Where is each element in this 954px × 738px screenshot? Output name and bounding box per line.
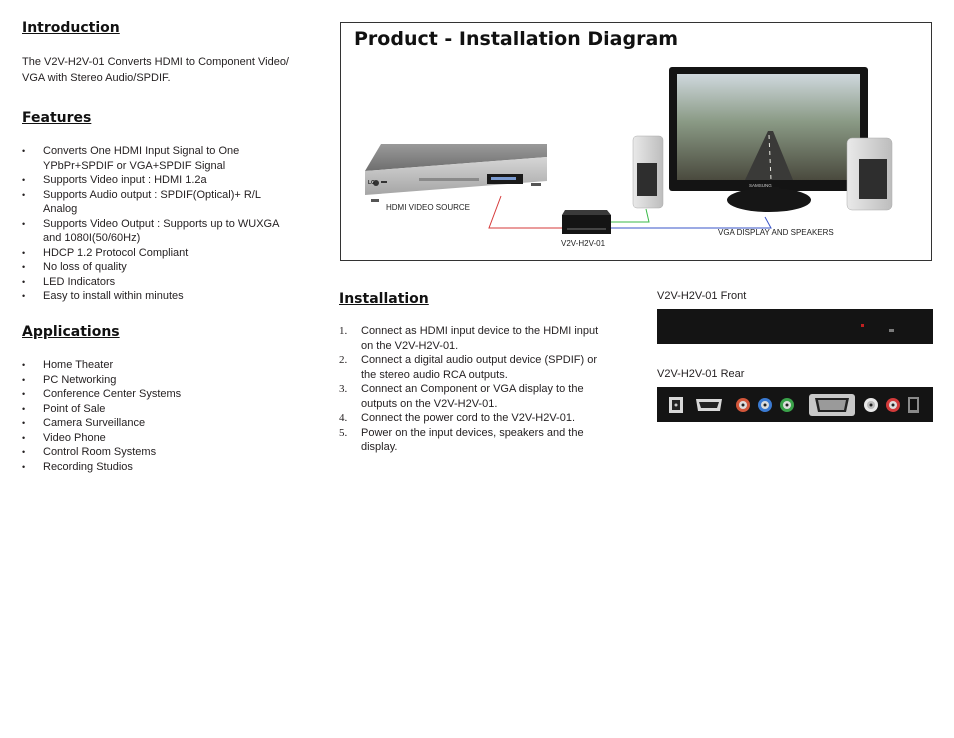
monitor — [669, 67, 868, 212]
step-text: Connect a digital audio output device (SPDIF) or the stereo audio RCA outputs. — [361, 354, 598, 381]
feature-item: • LED Indicators — [22, 275, 292, 290]
step-text: Connect an Component or VGA display to the outputs on the V2V-H2V-01. — [361, 383, 584, 410]
step-number: 5. — [339, 426, 348, 439]
front-panel-caption: V2V-H2V-01 Front — [657, 290, 747, 302]
feature-item: • Converts One HDMI Input Signal to One YPbPr+SPDIF or VGA+SPDIF Signal — [22, 144, 292, 173]
step-number: 1. — [339, 325, 348, 337]
step-number: 2. — [339, 354, 348, 366]
installation-diagram — [340, 22, 932, 261]
component-pb-port-icon — [758, 398, 772, 412]
step-number: 4. — [339, 412, 348, 424]
component-y-port-icon — [736, 398, 750, 412]
introduction-heading: Introduction — [22, 20, 120, 36]
installation-step — [339, 324, 611, 353]
step-number: 3. — [339, 383, 348, 395]
diagram-illustration — [341, 23, 931, 260]
applications-list — [22, 358, 292, 474]
converter-label: V2V-H2V-01 — [561, 239, 606, 248]
application-item: • Camera Surveillance — [22, 416, 292, 431]
features-list — [22, 144, 292, 304]
diagram-title: Product - Installation Diagram — [354, 28, 679, 50]
feature-item: • Supports Video Output : Supports up to WUXGA and 1080I(50/60Hz) — [22, 217, 292, 246]
application-item: • Home Theater — [22, 358, 292, 373]
application-item: • Control Room Systems — [22, 445, 292, 460]
applications-heading: Applications — [22, 324, 120, 340]
feature-item: • Supports Audio output : SPDIF(Optical)+ R/L Analog — [22, 188, 292, 217]
switch-icon — [889, 329, 894, 332]
vga-port-icon — [809, 394, 855, 416]
audio-left-port-icon — [864, 398, 878, 412]
hdmi-port-icon — [696, 399, 722, 411]
application-item: • Video Phone — [22, 431, 292, 446]
installation-step — [339, 353, 611, 382]
right-speaker — [847, 138, 892, 210]
rear-panel-image — [657, 387, 933, 422]
dvd-player — [365, 144, 547, 202]
dc-power-jack-icon — [669, 397, 683, 413]
audio-right-port-icon — [886, 398, 900, 412]
front-panel-image — [657, 309, 933, 344]
component-pr-port-icon — [780, 398, 794, 412]
display-speakers-label: VGA DISPLAY AND SPEAKERS — [718, 228, 834, 237]
step-text: Connect as HDMI input device to the HDMI input on the V2V-H2V-01. — [361, 325, 599, 352]
converter-box — [562, 210, 611, 234]
feature-item: • Supports Video input : HDMI 1.2a — [22, 173, 292, 188]
power-led-icon — [861, 324, 864, 327]
monitor-brand-text: SAMSUNG — [749, 183, 772, 188]
installation-heading: Installation — [339, 291, 429, 307]
left-speaker — [633, 136, 663, 208]
installation-steps — [339, 324, 611, 455]
dvd-brand-text: LG — [368, 180, 375, 186]
optical-port-icon — [908, 397, 919, 413]
installation-step — [339, 411, 611, 426]
feature-item: • HDCP 1.2 Protocol Compliant — [22, 246, 292, 261]
features-heading: Features — [22, 110, 92, 126]
application-item: • Point of Sale — [22, 402, 292, 417]
rear-panel-caption: V2V-H2V-01 Rear — [657, 368, 745, 380]
step-text: Power on the input devices, speakers and the display. — [361, 426, 584, 453]
installation-step — [339, 426, 611, 455]
feature-item: • No loss of quality — [22, 260, 292, 275]
installation-step — [339, 382, 611, 411]
feature-item: • Easy to install within minutes — [22, 289, 292, 304]
application-item: • Recording Studios — [22, 460, 292, 475]
application-item: • Conference Center Systems — [22, 387, 292, 402]
application-item: • PC Networking — [22, 373, 292, 388]
step-text: Connect the power cord to the V2V-H2V-01. — [361, 412, 576, 424]
introduction-text: The V2V-H2V-01 Converts HDMI to Component Video/ VGA with Stereo Audio/SPDIF. — [22, 56, 289, 84]
hdmi-source-label: HDMI VIDEO SOURCE — [386, 203, 471, 212]
